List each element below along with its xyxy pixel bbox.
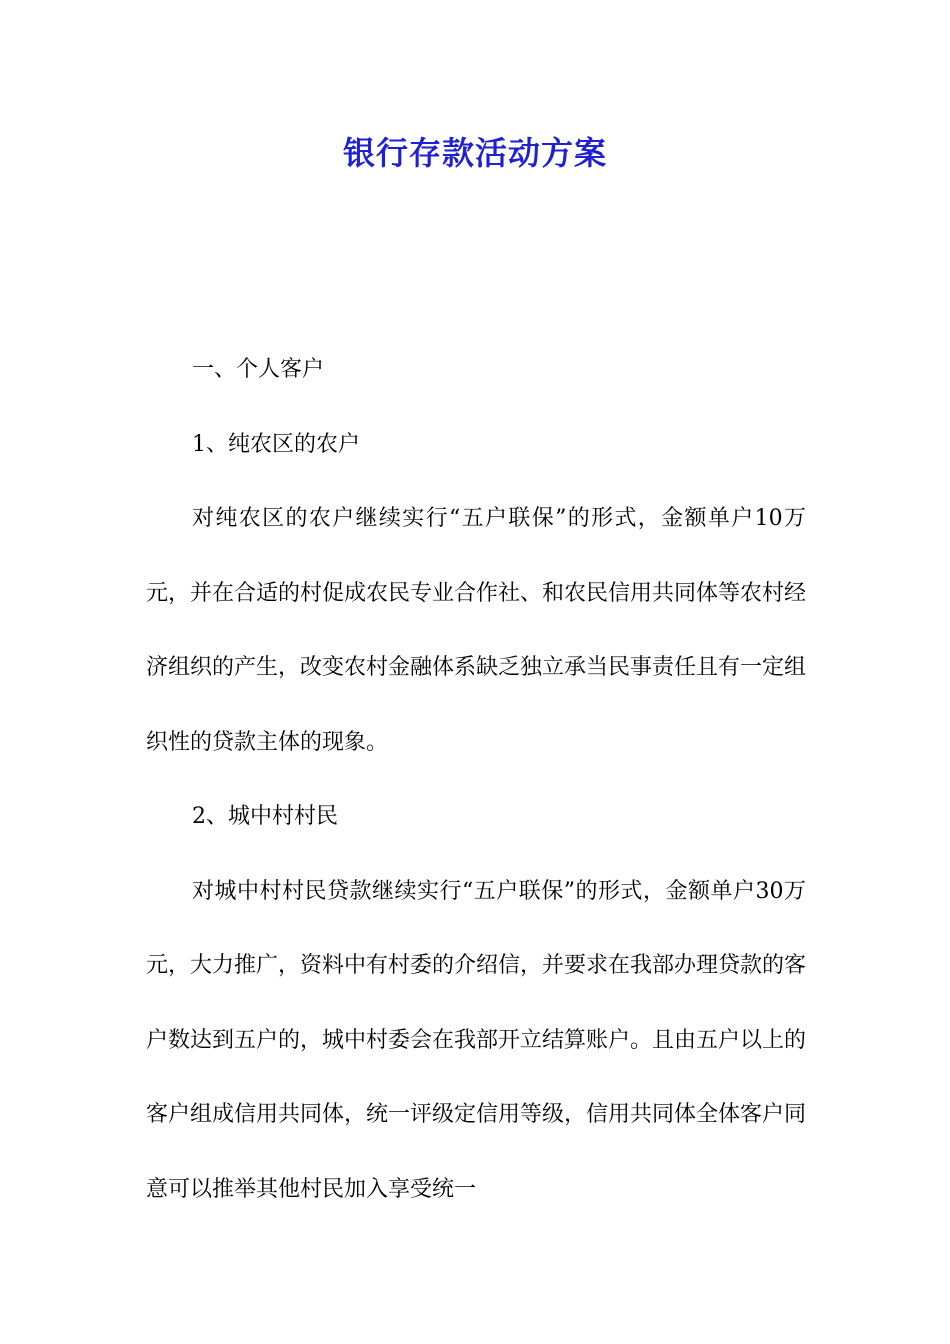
paragraph-urban-village-residents: 对城中村村民贷款继续实行“五户联保”的形式，金额单户30万元，大力推广，资料中有村委的介绍信，并要求在我部办理贷款的客户数达到五户的，城中村委会在我部开立结算账户。且由五户以上的客户组成信用共同体，统一评级定信用等级，信用共同体全体客户同意可以推举其他村民加入享受统一 — [146, 878, 807, 1202]
subheading-pure-farming-households: 1、纯农区的农户 — [192, 431, 360, 457]
document-body — [146, 333, 806, 1227]
heading-personal-customers: 一、个人客户 — [192, 357, 325, 382]
paragraph-farming-households: 对纯农区的农户继续实行“五户联保”的形式，金额单户10万元，并在合适的村促成农民专业合作社、和农民信用共同体等农村经济组织的产生，改变农村金融体系缺乏独立承当民事责任且有一定组织性的贷款主体的现象。 — [146, 506, 807, 755]
subheading-urban-village-residents: 2、城中村村民 — [192, 804, 338, 829]
document-title: 银行存款活动方案 — [342, 134, 607, 172]
